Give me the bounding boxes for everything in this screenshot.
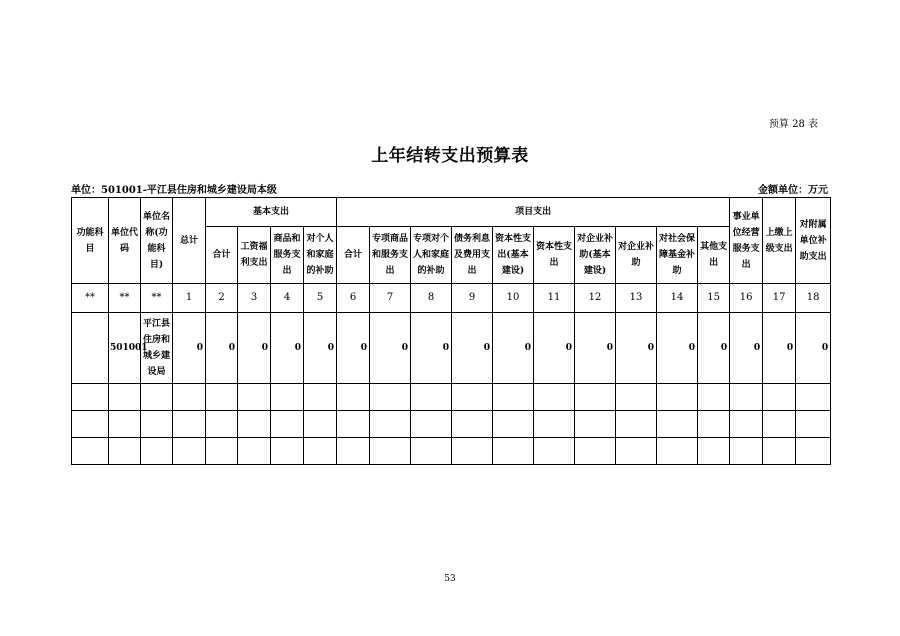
project-subheader: 资本性支出(基本建设)	[493, 227, 534, 284]
project-subheader: 资本性支出	[534, 227, 575, 284]
group-basic-header: 基本支出	[206, 198, 337, 227]
table-row	[72, 313, 831, 384]
project-subheader: 其他支出	[698, 227, 730, 284]
value-cell: 0	[337, 313, 370, 384]
column-number: 3	[238, 284, 271, 313]
column-number: 16	[730, 284, 763, 313]
function-cell	[72, 313, 109, 384]
table-number: 预算 28 表	[768, 119, 818, 130]
col-function-header: 功能科目	[72, 198, 109, 284]
column-number-row	[72, 284, 831, 313]
column-number: 7	[370, 284, 411, 313]
value-cell: 0	[763, 313, 796, 384]
column-number: 6	[337, 284, 370, 313]
col-upper-header: 上缴上级支出	[763, 198, 796, 284]
unit-label: 单位：501001-平江县住房和城乡建设局本级	[71, 185, 277, 196]
basic-subheader: 对个人和家庭的补助	[304, 227, 337, 284]
empty-row	[72, 384, 831, 411]
column-number: 9	[452, 284, 493, 313]
value-cell: 0	[173, 313, 206, 384]
col-unit-name-header: 单位名称(功能科目)	[141, 198, 173, 284]
value-cell: 0	[698, 313, 730, 384]
value-cell: 0	[493, 313, 534, 384]
page-number: 53	[444, 574, 456, 584]
value-cell: 0	[534, 313, 575, 384]
column-number: 10	[493, 284, 534, 313]
value-cell: 0	[370, 313, 411, 384]
value-cell: 0	[657, 313, 698, 384]
column-number: **	[72, 284, 109, 313]
project-subheader: 对企业补助(基本建设)	[575, 227, 616, 284]
column-number: 8	[411, 284, 452, 313]
budget-table	[71, 197, 831, 465]
col-subsidy-header: 对附属单位补助支出	[796, 198, 831, 284]
col-unit-code-header: 单位代码	[109, 198, 141, 284]
value-cell: 0	[271, 313, 304, 384]
project-subheader: 专项对个人和家庭的补助	[411, 227, 452, 284]
page-title: 上年结转支出预算表	[371, 146, 529, 166]
value-cell: 0	[796, 313, 831, 384]
column-number: 18	[796, 284, 831, 313]
empty-row	[72, 438, 831, 465]
column-number: 12	[575, 284, 616, 313]
project-subheader: 对社会保障基金补助	[657, 227, 698, 284]
empty-row	[72, 411, 831, 438]
value-cell: 0	[411, 313, 452, 384]
basic-subheader: 商品和服务支出	[271, 227, 304, 284]
header-row-1	[72, 198, 831, 227]
unit-name-cell: 平江县住房和城乡建设局	[141, 313, 173, 384]
project-subheader: 专项商品和服务支出	[370, 227, 411, 284]
column-number: 14	[657, 284, 698, 313]
project-subheader: 对企业补助	[616, 227, 657, 284]
col-business-header: 事业单位经营服务支出	[730, 198, 763, 284]
column-number: 2	[206, 284, 238, 313]
column-number: 13	[616, 284, 657, 313]
column-number: 5	[304, 284, 337, 313]
value-cell: 0	[304, 313, 337, 384]
currency-unit-label: 金额单位：万元	[758, 185, 828, 196]
value-cell: 0	[452, 313, 493, 384]
group-project-header: 项目支出	[337, 198, 730, 227]
value-cell: 0	[206, 313, 238, 384]
value-cell: 0	[730, 313, 763, 384]
column-number: **	[109, 284, 141, 313]
basic-subheader: 工资福利支出	[238, 227, 271, 284]
value-cell: 0	[616, 313, 657, 384]
value-cell: 0	[238, 313, 271, 384]
column-number: 11	[534, 284, 575, 313]
col-total-header: 总计	[173, 198, 206, 284]
unit-code-cell: 501001	[109, 313, 141, 384]
project-subheader: 债务利息及费用支出	[452, 227, 493, 284]
column-number: 4	[271, 284, 304, 313]
column-number: 17	[763, 284, 796, 313]
basic-subheader: 合计	[206, 227, 238, 284]
column-number: 15	[698, 284, 730, 313]
value-cell: 0	[575, 313, 616, 384]
column-number: 1	[173, 284, 206, 313]
column-number: **	[141, 284, 173, 313]
project-subheader: 合计	[337, 227, 370, 284]
